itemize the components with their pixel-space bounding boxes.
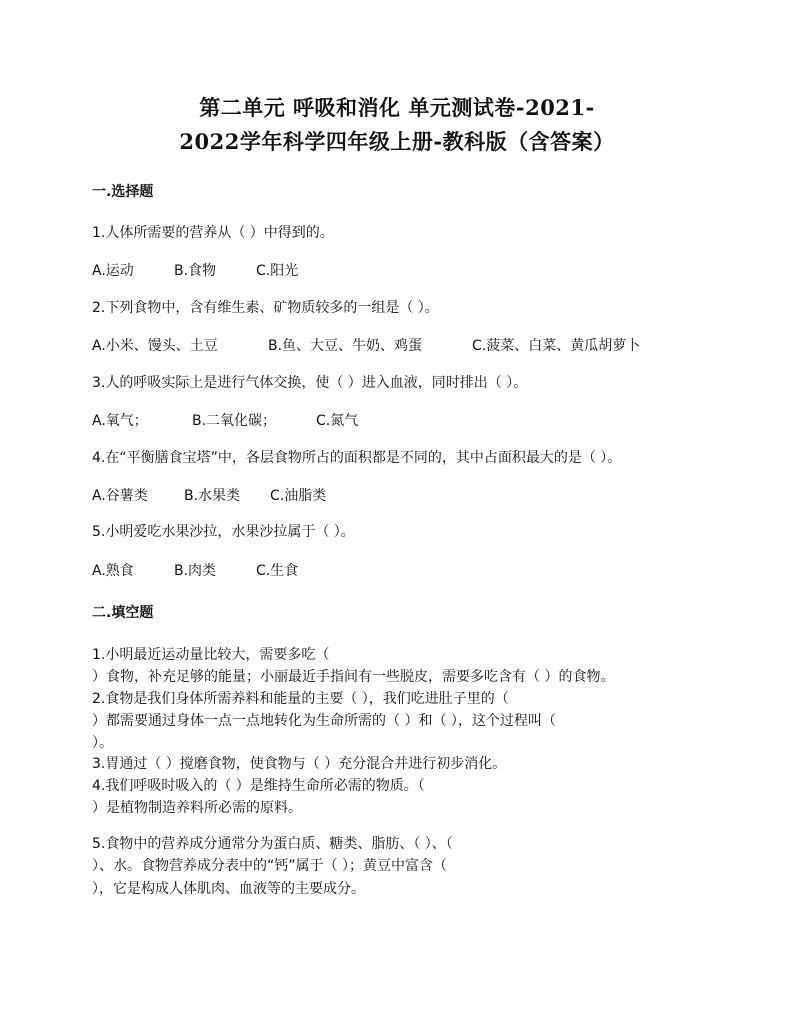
question-1-option-c: C.阳光 [256, 263, 299, 279]
question-stem-1: 1.人体所需要的营养从（ ）中得到的。 [92, 225, 334, 241]
question-stem-5: 5.小明爱吃水果沙拉，水果沙拉属于（ ）。 [92, 524, 355, 540]
fill-line-8: ）是植物制造养料所必需的原料。 [92, 800, 302, 816]
question-2-option-a: A.小米、馒头、土豆 [92, 338, 218, 354]
question-4-option-b: B.水果类 [184, 488, 241, 504]
question-1-option-b: B.食物 [174, 263, 217, 279]
question-5-option-a: A.熟食 [92, 563, 134, 579]
fill-line-10: ）、水。食物营养成分表中的“钙”属于（ ）；黄豆中富含（ [92, 858, 447, 874]
question-3-option-c: C.氮气 [316, 413, 359, 429]
document-title-line2: 2022学年科学四年级上册-教科版（含答案） [179, 129, 615, 154]
question-5-option-c: C.生食 [256, 563, 299, 579]
section-heading-fill: 二.填空题 [92, 605, 154, 621]
question-stem-4: 4.在“平衡膳食宝塔”中，各层食物所占的面积都是不同的，其中占面积最大的是（ ）。 [92, 450, 622, 466]
fill-line-3: 2.食物是我们身体所需养料和能量的主要（ ），我们吃进肚子里的（ [92, 691, 509, 707]
fill-line-5: ）。 [92, 735, 113, 751]
fill-line-11: ），它是构成人体肌肉、血液等的主要成分。 [92, 881, 365, 897]
question-2-option-b: B.鱼、大豆、牛奶、鸡蛋 [268, 338, 423, 354]
question-stem-2: 2.下列食物中，含有维生素、矿物质较多的一组是（ ）。 [92, 300, 439, 316]
question-1-option-a: A.运动 [92, 263, 134, 279]
fill-line-1: 1.小明最近运动量比较大，需要多吃（ [92, 647, 330, 663]
question-5-option-b: B.肉类 [174, 563, 217, 579]
question-stem-3: 3.人的呼吸实际上是进行气体交换，使（ ）进入血液，同时排出（ ）。 [92, 375, 528, 391]
document-title-line1: 第二单元 呼吸和消化 单元测试卷-2021- [199, 95, 595, 120]
fill-line-4: ）都需要通过身体一点一点地转化为生命所需的（ ）和（ ），这个过程叫（ [92, 713, 556, 729]
question-3-option-b: B.二氧化碳； [192, 413, 277, 429]
question-2-option-c: C.菠菜、白菜、黄瓜胡萝卜 [472, 338, 641, 354]
question-4-option-c: C.油脂类 [270, 488, 327, 504]
section-heading-choice: 一.选择题 [92, 184, 154, 200]
question-3-option-a: A.氧气； [92, 413, 148, 429]
fill-line-2: ）食物，补充足够的能量；小丽最近手指间有一些脱皮，需要多吃含有（ ）的食物。 [92, 669, 615, 685]
fill-line-7: 4.我们呼吸时吸入的（ ）是维持生命所必需的物质。（ [92, 778, 425, 794]
fill-line-9: 5.食物中的营养成分通常分为蛋白质、糖类、脂肪、（ ）、（ [92, 836, 453, 852]
fill-line-6: 3.胃通过（ ）搅磨食物，使食物与（ ）充分混合并进行初步消化。 [92, 756, 507, 772]
question-4-option-a: A.谷薯类 [92, 488, 148, 504]
